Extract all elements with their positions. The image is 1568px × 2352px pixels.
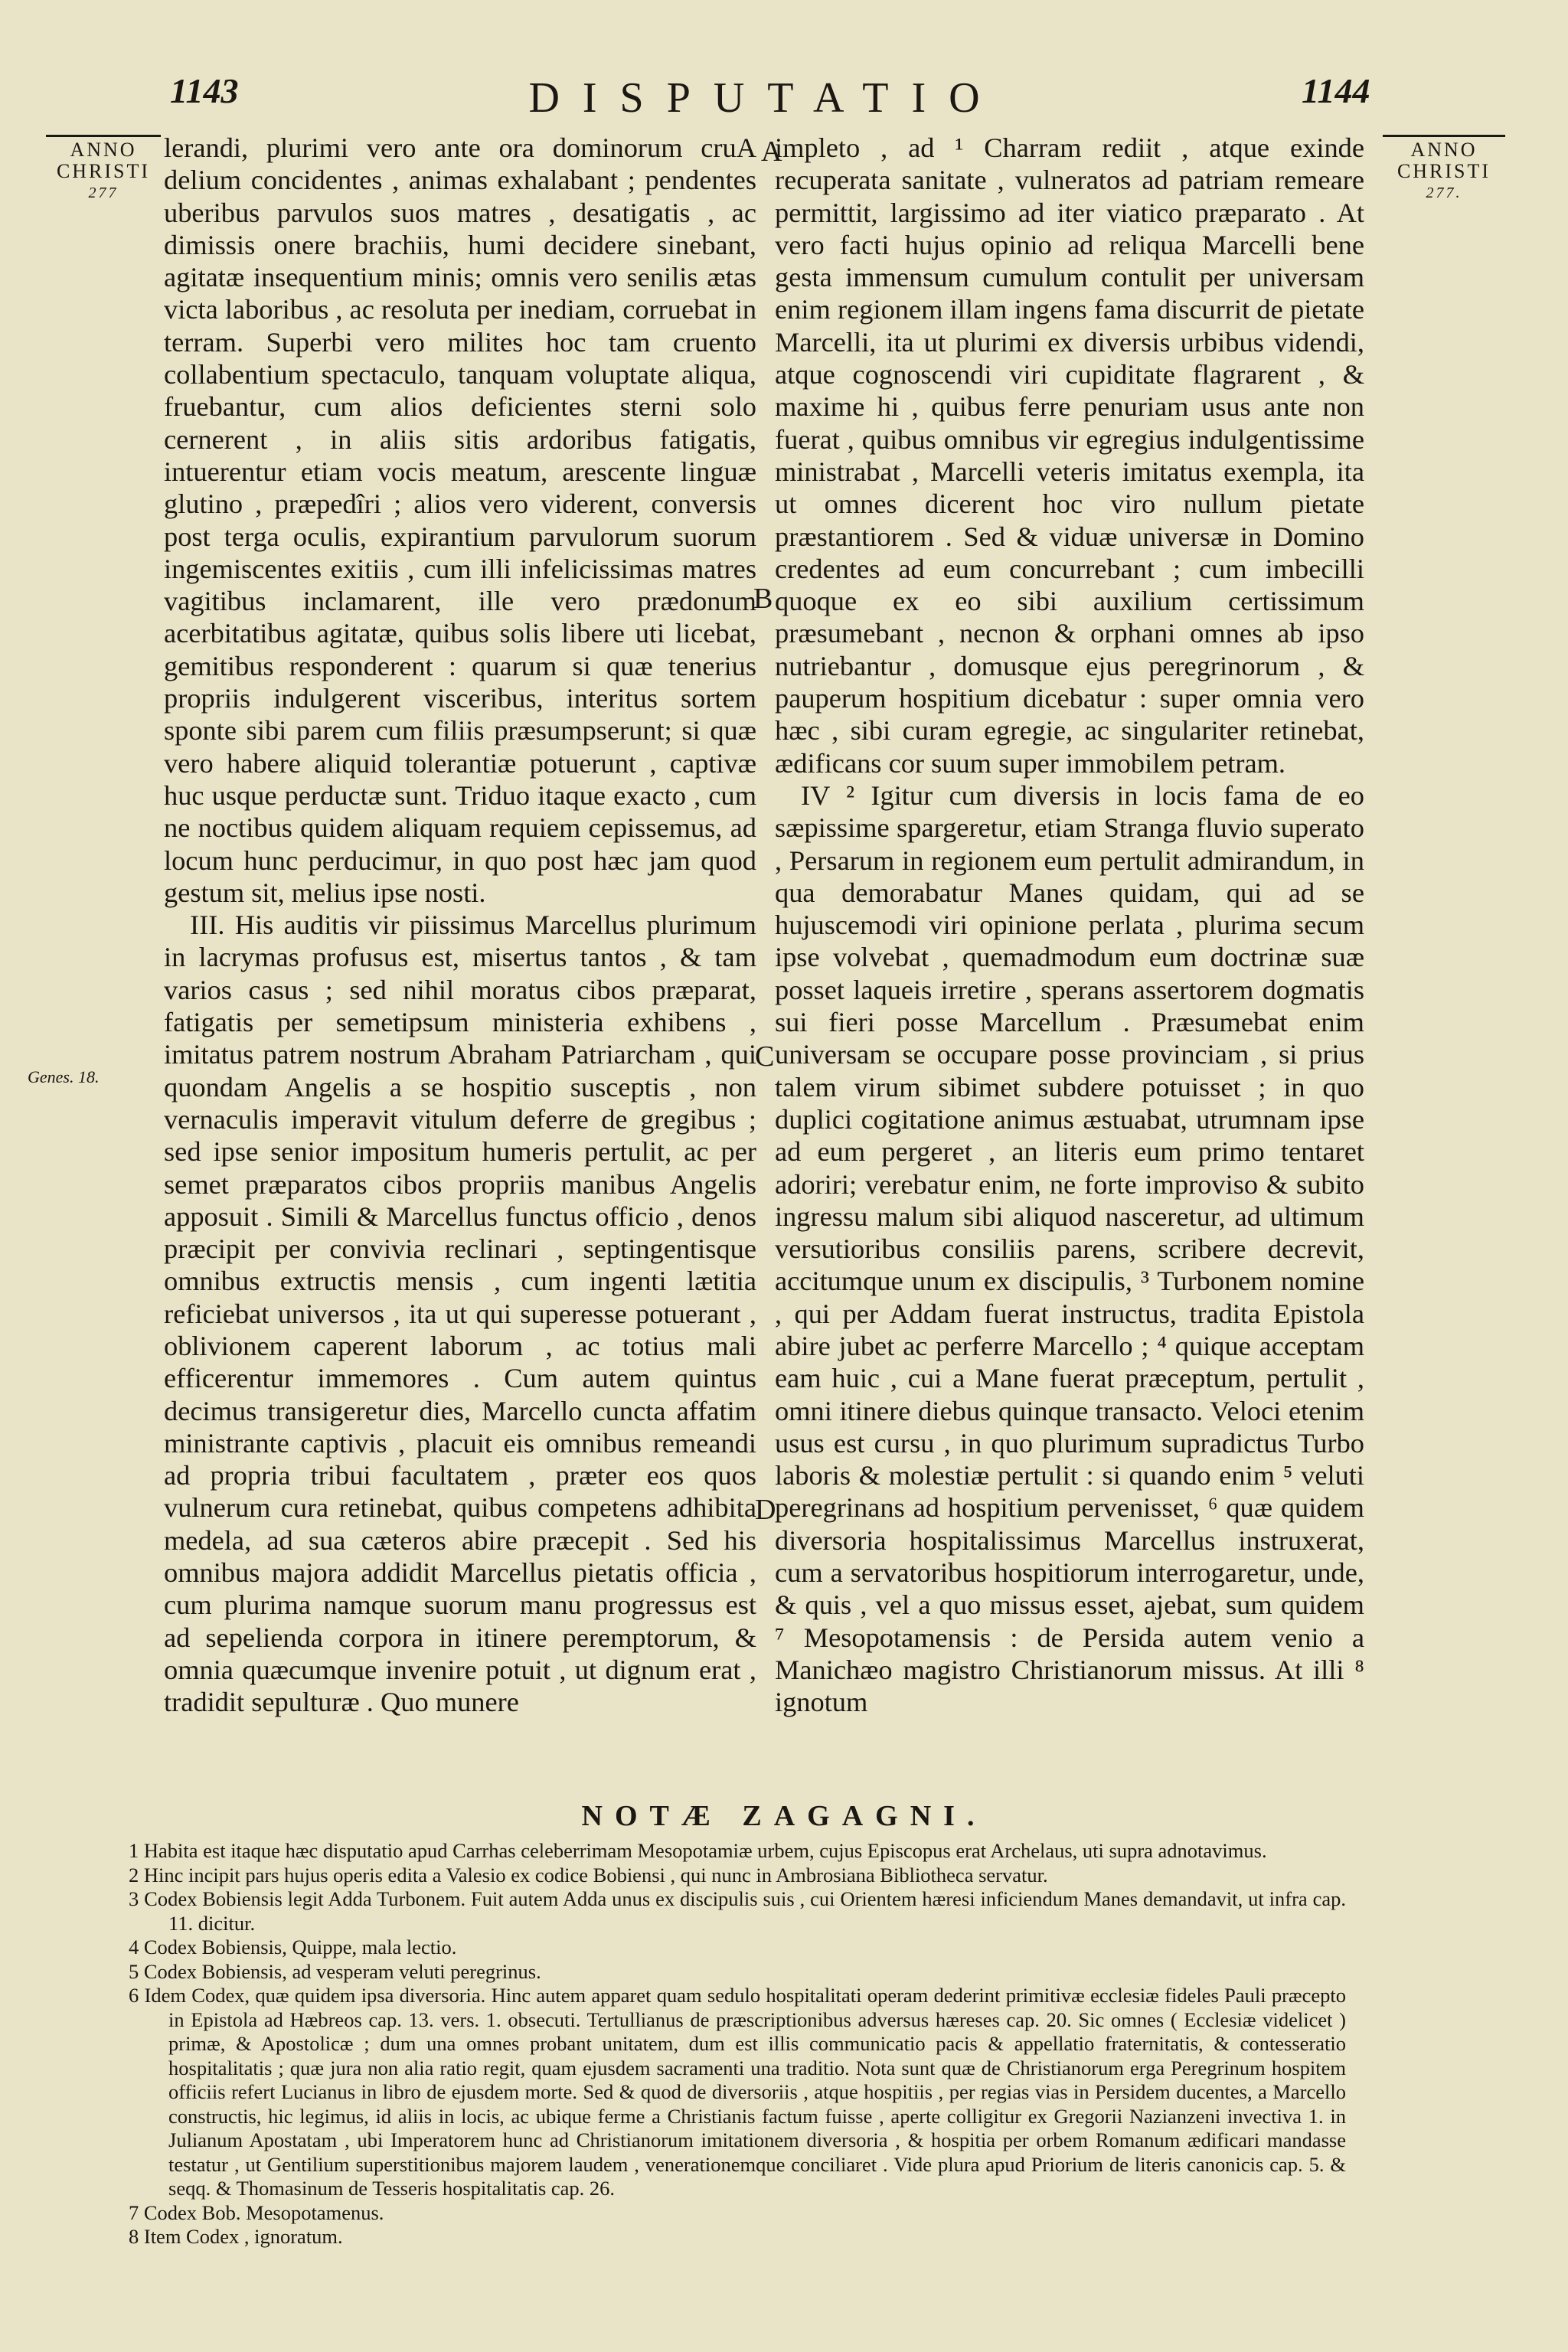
section-letter-c: C xyxy=(755,1040,775,1073)
christi-label: CHRISTI xyxy=(1396,160,1491,182)
paragraph: impleto , ad ¹ Charram rediit , atque exinde recuperata sanitate , vulneratos ad patriam remeare permittit, largissimo ad iter viatico præparato . At vero facti hujus opinio ad reliqua Marcelli bene gesta immensum cumulum contulit per universam enim regionem illam ingens fama discurrit de pietate Marcelli, ita ut plurimi ex diversis urbibus videndi, atque cognoscendi viri cupiditate flagrarent , & maxime hi , quibus ferre penuriam usus ante non fuerat , quibus omnibus vir egregius indulgentissime ministrabat , Marcelli veteris imitatus exempla, ita ut omnes dicerent hoc viro nullum pietate præstantiorem . Sed & viduæ universæ in Domino credentes ad eum concurrebant ; cum imbecilli quoque ex eo sibi auxilium certissimum præsumebant , necnon & orphani omnes ab ipso nutriebantur , domusque ejus peregrinorum , & pauperum hospitium dicebatur : super omnia vero hæc , sibi curam egregie, ac singulariter retinebat, ædificans cor suum super immobilem petram. xyxy=(775,132,1364,779)
left-text-column xyxy=(164,132,756,1719)
anno-year: 277 xyxy=(88,185,119,201)
running-title: DISPUTATIO xyxy=(528,74,1003,122)
anno-year: 277. xyxy=(1426,185,1462,201)
margin-reference-genesis: Genes. 18. xyxy=(28,1067,100,1086)
footnote: 7 Codex Bob. Mesopotamenus. xyxy=(129,2200,384,2224)
anno-rule xyxy=(1383,135,1505,137)
footnote: 8 Item Codex , ignoratum. xyxy=(129,2225,343,2248)
paragraph-section-III: III. His auditis vir piissimus Marcellus plurimum in lacrymas profusus est, misertus tantos , & tam varios casus ; sed nihil moratus cibos præparat, fatigatis per semetipsum ministeria exhibens , imitatus patrem nostrum Abraham Patriarcham , qui quondam Angelis a se hospitio susceptis , non vernaculis imperavit vitulum deferre de gregibus ; sed ipse senior impositum humeris pertulit, ac per semet præparatos cibos propriis manibus Angelis apposuit . Simili & Marcellus functus officio , denos præcipit per convivia reclinari , septingentisque omnibus extructis mensis , cum ingenti lætitia reficiebat universos , ita ut qui superesse potuerant , oblivionem caperent laborum , ac totius mali efficerentur immemores . Cum autem quintus decimus transigeretur dies, Marcello cuncta affatim ministrante captivis , placuit eis omnibus remeandi ad propria tribui facultatem , præter eos quos vulnerum cura retinebat, quibus competens adhibita medela, ad sua cæteros abire præcepit . Sed his omnibus majora addidit Marcellus pietatis officia , cum plurima namque suorum manu progressus est ad sepelienda corpora in itinere peremptorum, & omnia quæcumque invenire potuit , ut dignum erat , tradidit sepulturæ . Quo munere xyxy=(164,910,756,1718)
anno-label: ANNO xyxy=(70,139,137,161)
footnote: 6 Idem Codex, quæ quidem ipsa diversoria. Hinc autem apparet quam sedulo hospitalitati operam dederint primitivæ ecclesiæ fideles Pauli præcepto in Epistola ad Hæbreos cap. 13. vers. 1. obsecuti. Tertullianus de præscriptionibus adversus hæreses cap. 20. Sic omnes ( Ecclesiæ videlicet ) primæ, & Apostolicæ ; dum una omnes probant unitatem, dum est illis communicatio pacis & appellatio fraternitatis, & contesseratio hospitalitatis ; quæ jura non alia ratio regit, quam ejusdem sacramenti una traditio. Nota sunt quæ de Christianorum erga Peregrinum hospitem officiis refert Lucianus in libro de ejusdem morte. Sed & quod de diversoriis , atque hospitiis , per regias vias in Persidem ducentes, a Marcello constructis, hic legimus, id aliis in locis, ac ubique ferme a Christianis factum fuisse , aperte colligitur ex Gregorii Nazianzeni invectiva 1. in Julianum Apostatam , ubi Imperatorem hunc ad Christianorum imitationem diversoria , & hospitia per orbem Romanum ædificari mandasse testatur , ut Gentilium superstitionibus majorem laudem , venerationemque conciliaret . Vide plura apud Priorium de literis canonicis cap. 5. & seqq. & Thomasinum de Tesseris hospitalitatis cap. 26. xyxy=(129,1984,1346,2200)
section-letter-b: B xyxy=(753,583,773,615)
right-page-number: 1144 xyxy=(1302,71,1370,110)
right-anno-christi xyxy=(1383,135,1505,204)
footnote: 1 Habita est itaque hæc disputatio apud Carrhas celeberrimam Mesopotamiæ urbem, cujus Episcopus erat Archelaus, uti supra adnotavimus. xyxy=(129,1839,1267,1862)
section-letter-a: A xyxy=(761,136,782,168)
notes-heading: NOTÆ ZAGAGNI. xyxy=(581,1800,987,1832)
anno-rule xyxy=(46,135,161,137)
left-page-number: 1143 xyxy=(170,71,239,110)
footnote: 5 Codex Bobiensis, ad vesperam veluti peregrinus. xyxy=(129,1959,541,1983)
section-letter-d: D xyxy=(755,1494,776,1526)
right-text-column xyxy=(775,132,1364,1719)
christi-label: CHRISTI xyxy=(56,160,151,182)
footnote: 3 Codex Bobiensis legit Adda Turbonem. Fuit autem Adda unus ex discipulis suis , cui Orientem hæresi inficiendum Manes demandavit, ut infra cap. 11. dicitur. xyxy=(129,1887,1346,1935)
paragraph: lerandi, plurimi vero ante ora dominorum cruA delium concidentes , animas exhalabant ; pendentes uberibus parvulos suos matres , desatigatis , ac dimissis onere brachiis, humi decidere sinebant, agitatæ insequentium minis; omnis vero senilis ætas victa laboribus , ac resoluta per inediam, corruebat in terram. Superbi vero milites hoc tam cruento collabentium spectaculo, tanquam voluptate aliqua, fruebantur, cum alios deficientes sterni solo cernerent , in aliis sitis ardoribus fatigatis, intuerentur etiam vocis meatum, arescente linguæ glutino , præpedîri ; alios vero viderent, conversis post terga oculis, expirantium parvulorum suorum ingemiscentes exitiis , cum illi infelicissimas matres vagitibus inclamarent, ille vero prædonum acerbitatibus agitatæ, quibus solis libere uti licebat, gemitibus responderent : quarum si quæ tenerius propriis indulgerent visceribus, interitus sortem sponte sibi parem cum filiis præsumpserunt; si quæ vero habere aliquid tolerantiæ potuerunt , captivæ huc usque perductæ sunt. Triduo itaque exacto , cum ne noctibus quidem aliquam requiem cepissemus, ad locum hunc perducimur, in quo post hæc jam quod gestum sit, melius ipse nosti. xyxy=(164,132,757,908)
paragraph-section-IV: IV ² Igitur cum diversis in locis fama de eo sæpissime spargeretur, etiam Stranga fluvio superato , Persarum in regionem eum pertulit admirandum, in qua demorabatur Manes quidam, qui ad se hujuscemodi viri opinione perlata , plurima secum ipse volvebat , quemadmodum eum doctrinæ suæ posset laqueis irretire , sperans assertorem dogmatis sui fieri posse Marcellum . Præsumebat enim universam se occupare posse provinciam , si prius talem virum sibimet subdere potuisset ; in quo duplici cogitatione animus æstuabat, utrumnam ipse ad eum pergeret , an literis eum primo tentaret adoriri; verebatur enim, ne forte improviso & subito ingressu malum sibi aliquod nasceretur, ad ultimum versutioribus consiliis parens, scribere decrevit, accitumque unum ex discipulis, ³ Turbonem nomine , qui per Addam fuerat instructus, tradita Epistola abire jubet ac perferre Marcello ; ⁴ quique acceptam eam huic , cui a Mane fuerat præceptum, pertulit , omni itinere diebus quinque transacto. Veloci etenim usus est cursu , in quo plurimum supradictus Turbo laboris & molestiæ pertulit : si quando enim ⁵ veluti peregrinans ad hospitium pervenisset, ⁶ quæ quidem diversoria hospitalissimus Marcellus instruxerat, cum a servatoribus hospitiorum interrogaretur, unde, & quis , vel a quo missus esset, ajebat, sum quidem ⁷ Mesopotamensis : de Persida autem venio a Manichæo magistro Christianorum missus. At illi ⁸ ignotum xyxy=(775,779,1364,1718)
footnote: 4 Codex Bobiensis, Quippe, mala lectio. xyxy=(129,1936,457,1958)
footnotes xyxy=(129,1839,1346,2249)
footnote: 2 Hinc incipit pars hujus operis edita a Valesio ex codice Bobiensi , qui nunc in Ambrosiana Bibliotheca servatur. xyxy=(129,1863,1048,1886)
anno-label: ANNO xyxy=(1410,139,1478,161)
left-anno-christi xyxy=(46,135,161,204)
